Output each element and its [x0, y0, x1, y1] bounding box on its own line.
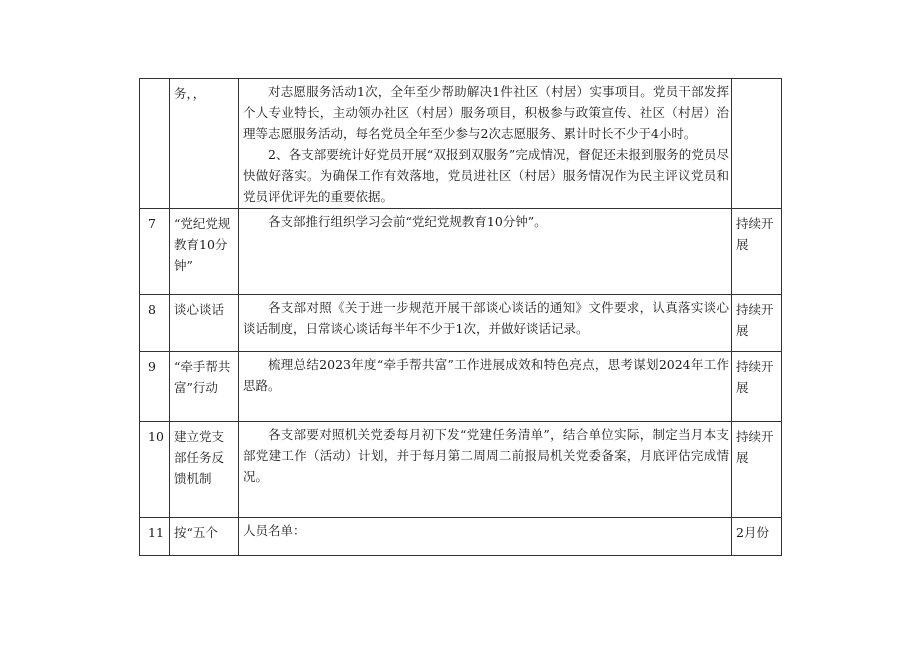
table-row	[140, 79, 782, 209]
task-description	[239, 79, 732, 209]
table-row	[140, 518, 782, 556]
task-table	[139, 78, 782, 556]
table-row	[140, 352, 782, 422]
row-number: 8	[140, 295, 170, 352]
row-number: 7	[140, 209, 170, 295]
description-paragraph: 人员名单：	[243, 523, 306, 538]
row-number: 10	[140, 422, 170, 518]
row-number: 9	[140, 352, 170, 422]
table-row	[140, 209, 782, 295]
task-description	[239, 352, 732, 422]
task-time	[732, 79, 782, 209]
task-description	[239, 209, 732, 295]
task-time: 持续开展	[732, 422, 782, 518]
task-description	[239, 518, 732, 556]
task-name: 务，，	[170, 79, 239, 209]
task-name: 谈心谈话	[170, 295, 239, 352]
task-name: “牵手帮共富”行动	[170, 352, 239, 422]
task-time: 持续开展	[732, 352, 782, 422]
description-paragraph: 各支部对照《关于进一步规范开展干部谈心谈话的通知》文件要求，认真落实谈心谈话制度，日常谈心谈话每半年不少于1次，并做好谈话记录。	[243, 300, 729, 336]
row-number: 11	[140, 518, 170, 556]
description-paragraph: 梳理总结2023年度“牵手帮共富”工作进展成效和特色亮点，思考谋划2024年工作思路。	[243, 357, 729, 393]
description-paragraph: 2、各支部要统计好党员开展“双报到双服务”完成情况，督促还未报到服务的党员尽快做好落实。为确保工作有效落地，党员进社区（村居）服务情况作为民主评议党员和党员评优评先的重要依据。	[243, 147, 729, 204]
task-name: “党纪党规教育10分钟”	[170, 209, 239, 295]
task-name: 按“五个	[170, 518, 239, 556]
row-number	[140, 79, 170, 209]
task-description	[239, 295, 732, 352]
task-name: 建立党支部任务反馈机制	[170, 422, 239, 518]
task-time: 持续开展	[732, 295, 782, 352]
description-paragraph: 对志愿服务活动1次，全年至少帮助解决1件社区（村居）实事项目。党员干部发挥个人专业特长，主动领办社区（村居）服务项目，积极参与政策宣传、社区（村居）治理等志愿服务活动，每名党员全年至少参与2次志愿服务、累计时长不少于4小时。	[243, 84, 729, 141]
table-row	[140, 422, 782, 518]
description-paragraph: 各支部要对照机关党委每月初下发“党建任务清单”，结合单位实际，制定当月本支部党建工作（活动）计划，并于每月第二周周二前报局机关党委备案，月底评估完成情况。	[243, 427, 729, 484]
task-time: 2月份	[732, 518, 782, 556]
task-description	[239, 422, 732, 518]
description-paragraph: 各支部推行组织学习会前“党纪党规教育10分钟”。	[268, 214, 547, 229]
table-row	[140, 295, 782, 352]
task-time: 持续开展	[732, 209, 782, 295]
